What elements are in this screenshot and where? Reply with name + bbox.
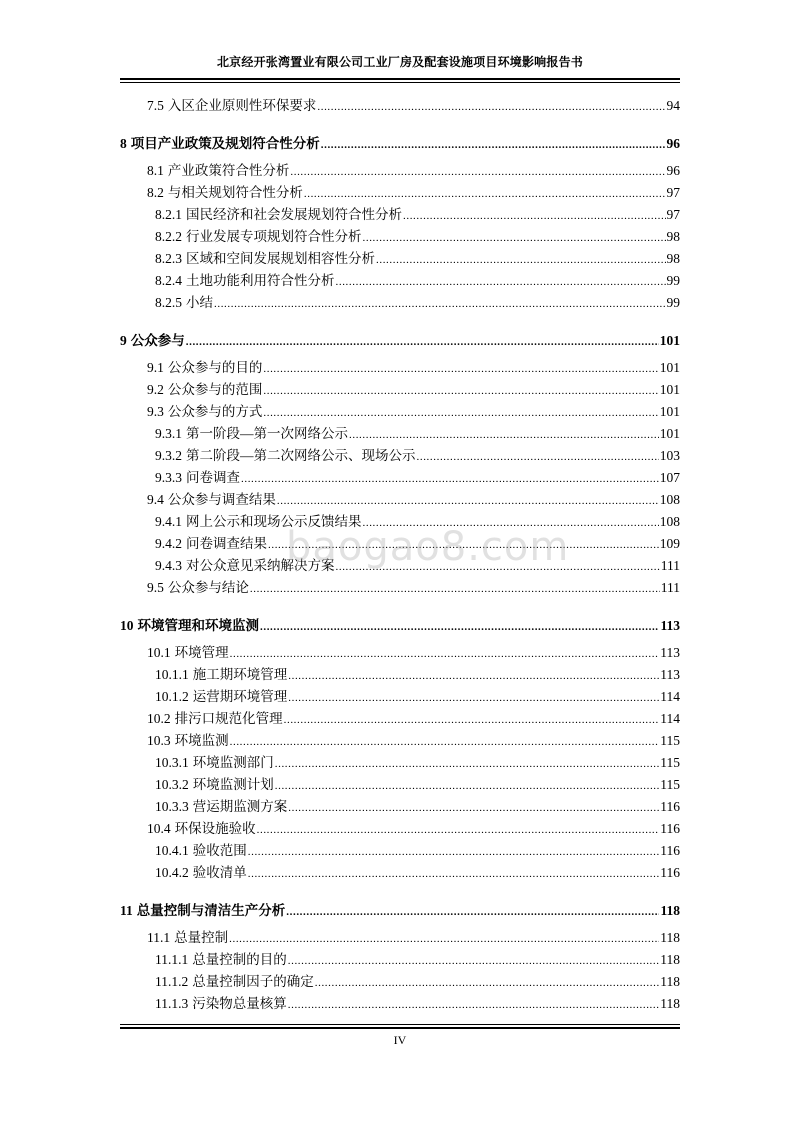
toc-entry-number: 8 xyxy=(120,136,127,151)
toc-entry-title: 土地功能利用符合性分析 xyxy=(186,273,335,288)
toc-entry-title: 总量控制的目的 xyxy=(192,952,287,967)
toc-dot-leader xyxy=(275,775,660,797)
toc-entry-number: 9.4.2 xyxy=(155,536,182,551)
toc-entry-title: 污染物总量核算 xyxy=(192,996,287,1011)
toc-entry[interactable] xyxy=(120,95,680,117)
toc-entry[interactable] xyxy=(120,445,680,467)
toc-entry-page: 101 xyxy=(659,360,680,375)
toc-entry-page: 118 xyxy=(660,996,680,1011)
toc-entry-number: 9 xyxy=(120,333,127,348)
toc-entry-number: 11.1.1 xyxy=(155,952,189,967)
toc-entry[interactable] xyxy=(120,555,680,577)
toc-entry[interactable] xyxy=(120,204,680,226)
toc-entry-page: 113 xyxy=(660,667,680,682)
toc-entry-page: 116 xyxy=(660,843,680,858)
toc-entry[interactable] xyxy=(120,511,680,533)
toc-entry-number: 8.2.2 xyxy=(155,229,182,244)
toc-entry-page: 113 xyxy=(660,618,680,633)
toc-dot-leader xyxy=(304,183,666,205)
toc-dot-leader xyxy=(260,616,659,638)
toc-entry[interactable] xyxy=(120,401,680,423)
toc-entry-number: 10.3.3 xyxy=(155,799,189,814)
toc-entry-page: 118 xyxy=(660,974,680,989)
toc-entry-page: 101 xyxy=(659,426,680,441)
toc-entry-page: 99 xyxy=(666,273,680,288)
toc-entry-number: 8.2.3 xyxy=(155,251,182,266)
toc-entry-number: 9.3 xyxy=(147,404,164,419)
toc-entry-page: 118 xyxy=(660,903,680,918)
toc-entry[interactable] xyxy=(120,577,680,599)
toc-entry-title: 排污口规范化管理 xyxy=(174,711,283,726)
toc-entry-title: 公众参与的范围 xyxy=(167,382,263,397)
toc-entry-page: 115 xyxy=(660,733,680,748)
toc-entry-title: 公众参与的目的 xyxy=(167,360,263,375)
toc-entry-number: 11 xyxy=(120,903,133,918)
toc-entry-number: 10 xyxy=(120,618,134,633)
toc-dot-leader xyxy=(275,753,660,775)
toc-entry-page: 111 xyxy=(660,580,680,595)
toc-dot-leader xyxy=(363,512,659,534)
toc-entry-page: 101 xyxy=(659,404,680,419)
toc-entry[interactable] xyxy=(120,927,680,949)
toc-dot-leader xyxy=(376,249,666,271)
toc-entry-title: 环保设施验收 xyxy=(174,821,256,836)
toc-entry[interactable] xyxy=(120,774,680,796)
toc-entry-page: 115 xyxy=(660,755,680,770)
toc-entry[interactable] xyxy=(120,467,680,489)
toc-entry-number: 10.1.2 xyxy=(155,689,189,704)
toc-entry-number: 11.1 xyxy=(147,930,171,945)
toc-entry-page: 98 xyxy=(666,229,680,244)
toc-entry-title: 验收清单 xyxy=(192,865,247,880)
toc-entry-number: 7.5 xyxy=(147,98,164,113)
table-of-contents xyxy=(120,95,680,1015)
toc-entry-page: 101 xyxy=(659,333,680,348)
toc-entry[interactable] xyxy=(120,379,680,401)
toc-dot-leader xyxy=(257,819,660,841)
toc-dot-leader xyxy=(317,96,665,118)
toc-dot-leader xyxy=(229,928,659,950)
toc-entry[interactable] xyxy=(120,160,680,182)
toc-entry-title: 总量控制与清洁生产分析 xyxy=(136,903,286,918)
toc-dot-leader xyxy=(286,901,659,923)
toc-entry-page: 111 xyxy=(660,558,680,573)
toc-entry[interactable] xyxy=(120,686,680,708)
toc-entry-number: 9.4.3 xyxy=(155,558,182,573)
toc-dot-leader xyxy=(230,643,660,665)
toc-entry[interactable] xyxy=(120,423,680,445)
toc-entry-title: 入区企业原则性环保要求 xyxy=(167,98,317,113)
toc-entry-title: 总量控制 xyxy=(174,930,229,945)
toc-entry-number: 9.4 xyxy=(147,492,164,507)
toc-entry-title: 公众参与调查结果 xyxy=(167,492,276,507)
footer-rule-thick xyxy=(120,1027,680,1029)
header-rule-thick xyxy=(120,78,680,80)
toc-entry-number: 8.2.1 xyxy=(155,207,182,222)
toc-entry-title: 环境管理和环境监测 xyxy=(137,618,259,633)
toc-entry[interactable] xyxy=(120,971,680,993)
toc-entry-title: 产业政策符合性分析 xyxy=(167,163,290,178)
toc-entry-page: 101 xyxy=(659,382,680,397)
toc-entry-title: 问卷调查 xyxy=(186,470,240,485)
toc-entry[interactable] xyxy=(120,752,680,774)
toc-dot-leader xyxy=(248,841,660,863)
toc-entry-page: 96 xyxy=(666,136,680,151)
toc-entry-title: 国民经济和社会发展规划符合性分析 xyxy=(186,207,402,222)
toc-entry[interactable] xyxy=(120,248,680,270)
toc-entry-title: 营运期监测方案 xyxy=(192,799,288,814)
toc-entry[interactable] xyxy=(120,642,680,664)
toc-entry-number: 10.3.2 xyxy=(155,777,189,792)
toc-entry-title: 公众参与结论 xyxy=(167,580,249,595)
toc-dot-leader xyxy=(336,271,666,293)
toc-entry[interactable] xyxy=(120,949,680,971)
toc-entry-page: 97 xyxy=(666,207,680,222)
toc-entry-title: 环境监测部门 xyxy=(192,755,274,770)
toc-entry-page: 116 xyxy=(660,821,680,836)
toc-dot-leader xyxy=(268,534,659,556)
toc-dot-leader xyxy=(417,446,659,468)
toc-dot-leader xyxy=(288,665,659,687)
toc-entry-title: 网上公示和现场公示反馈结果 xyxy=(186,514,362,529)
toc-dot-leader xyxy=(277,490,659,512)
toc-entry[interactable] xyxy=(120,489,680,511)
toc-entry-title: 总量控制因子的确定 xyxy=(192,974,314,989)
toc-entry-page: 114 xyxy=(660,711,680,726)
toc-entry[interactable] xyxy=(120,708,680,730)
toc-chapter-entry[interactable] xyxy=(120,133,680,155)
toc-entry[interactable] xyxy=(120,226,680,248)
toc-entry-page: 103 xyxy=(659,448,680,463)
toc-entry[interactable] xyxy=(120,664,680,686)
toc-entry-number: 10.4 xyxy=(147,821,171,836)
running-header: 北京经开张湾置业有限公司工业厂房及配套设施项目环境影响报告书 xyxy=(216,55,583,69)
toc-entry-title: 环境监测 xyxy=(174,733,229,748)
toc-dot-leader xyxy=(363,227,666,249)
toc-entry-title: 问卷调查结果 xyxy=(186,536,267,551)
toc-entry-page: 116 xyxy=(660,865,680,880)
toc-dot-leader xyxy=(263,402,658,424)
toc-entry-title: 环境监测计划 xyxy=(192,777,274,792)
toc-entry-number: 10.2 xyxy=(147,711,171,726)
toc-entry-title: 运营期环境管理 xyxy=(192,689,288,704)
toc-chapter-entry[interactable] xyxy=(120,330,680,352)
toc-dot-leader xyxy=(315,972,660,994)
toc-entry-title: 对公众意见采纳解决方案 xyxy=(186,558,335,573)
toc-entry-title: 第一阶段—第一次网络公示 xyxy=(186,426,348,441)
toc-entry-number: 8.1 xyxy=(147,163,164,178)
toc-entry[interactable] xyxy=(120,270,680,292)
toc-chapter-entry[interactable] xyxy=(120,615,680,637)
toc-entry[interactable] xyxy=(120,533,680,555)
toc-entry-page: 98 xyxy=(666,251,680,266)
toc-entry-number: 11.1.2 xyxy=(155,974,189,989)
toc-dot-leader xyxy=(288,994,660,1016)
toc-entry-number: 8.2 xyxy=(147,185,164,200)
toc-dot-leader xyxy=(248,863,660,885)
toc-entry-number: 10.1 xyxy=(147,645,171,660)
toc-dot-leader xyxy=(250,578,660,600)
toc-dot-leader xyxy=(241,468,659,490)
toc-entry-page: 116 xyxy=(660,799,680,814)
toc-dot-leader xyxy=(263,358,658,380)
toc-dot-leader xyxy=(230,731,660,753)
toc-entry-title: 验收范围 xyxy=(192,843,247,858)
toc-entry-page: 109 xyxy=(659,536,680,551)
toc-dot-leader xyxy=(284,709,660,731)
toc-entry-page: 94 xyxy=(666,98,680,113)
toc-entry-title: 小结 xyxy=(186,295,213,310)
toc-entry[interactable] xyxy=(120,840,680,862)
toc-entry-number: 9.3.1 xyxy=(155,426,182,441)
toc-entry-page: 96 xyxy=(666,163,680,178)
footer-rule-thin xyxy=(120,1024,680,1025)
toc-entry-number: 9.3.3 xyxy=(155,470,182,485)
toc-dot-leader xyxy=(290,161,665,183)
toc-entry-number: 8.2.5 xyxy=(155,295,182,310)
toc-entry-page: 108 xyxy=(659,492,680,507)
toc-dot-leader xyxy=(403,205,666,227)
header-rule-thin xyxy=(120,82,680,83)
toc-entry-number: 9.4.1 xyxy=(155,514,182,529)
toc-entry[interactable] xyxy=(120,818,680,840)
toc-entry-title: 行业发展专项规划符合性分析 xyxy=(186,229,362,244)
toc-dot-leader xyxy=(288,687,659,709)
toc-entry-page: 99 xyxy=(666,295,680,310)
toc-entry-title: 公众参与的方式 xyxy=(167,404,263,419)
watermark: baogao8.com xyxy=(286,524,570,570)
toc-entry-title: 第二阶段—第二次网络公示、现场公示 xyxy=(186,448,416,463)
toc-entry[interactable] xyxy=(120,730,680,752)
toc-entry-page: 115 xyxy=(660,777,680,792)
page-number: IV xyxy=(393,1033,407,1047)
toc-entry[interactable] xyxy=(120,357,680,379)
toc-entry-title: 公众参与 xyxy=(130,333,185,348)
toc-entry-page: 113 xyxy=(660,645,680,660)
toc-entry-number: 10.1.1 xyxy=(155,667,189,682)
toc-dot-leader xyxy=(288,797,659,819)
toc-dot-leader xyxy=(263,380,658,402)
toc-entry-number: 8.2.4 xyxy=(155,273,182,288)
toc-dot-leader xyxy=(288,950,660,972)
toc-dot-leader xyxy=(186,331,659,353)
toc-chapter-entry[interactable] xyxy=(120,900,680,922)
toc-entry[interactable] xyxy=(120,862,680,884)
toc-dot-leader xyxy=(321,134,666,156)
toc-entry-page: 108 xyxy=(659,514,680,529)
toc-entry-number: 10.4.1 xyxy=(155,843,189,858)
toc-entry[interactable] xyxy=(120,292,680,314)
toc-entry-title: 环境管理 xyxy=(174,645,229,660)
toc-entry-title: 项目产业政策及规划符合性分析 xyxy=(130,136,320,151)
toc-entry-number: 10.3 xyxy=(147,733,171,748)
toc-entry-title: 与相关规划符合性分析 xyxy=(167,185,303,200)
toc-dot-leader xyxy=(214,293,666,315)
toc-dot-leader xyxy=(349,424,659,446)
toc-entry-page: 97 xyxy=(666,185,680,200)
toc-entry-page: 118 xyxy=(660,930,680,945)
toc-entry-number: 9.1 xyxy=(147,360,164,375)
toc-entry-page: 114 xyxy=(660,689,680,704)
toc-entry[interactable] xyxy=(120,796,680,818)
toc-entry-title: 区域和空间发展规划相容性分析 xyxy=(186,251,375,266)
toc-entry-number: 10.3.1 xyxy=(155,755,189,770)
toc-entry[interactable] xyxy=(120,993,680,1015)
toc-entry[interactable] xyxy=(120,182,680,204)
toc-entry-number: 9.5 xyxy=(147,580,164,595)
toc-entry-number: 9.2 xyxy=(147,382,164,397)
toc-entry-title: 施工期环境管理 xyxy=(192,667,288,682)
toc-entry-number: 10.4.2 xyxy=(155,865,189,880)
toc-dot-leader xyxy=(336,556,660,578)
toc-entry-page: 118 xyxy=(660,952,680,967)
toc-entry-number: 11.1.3 xyxy=(155,996,189,1011)
toc-entry-page: 107 xyxy=(659,470,680,485)
toc-entry-number: 9.3.2 xyxy=(155,448,182,463)
